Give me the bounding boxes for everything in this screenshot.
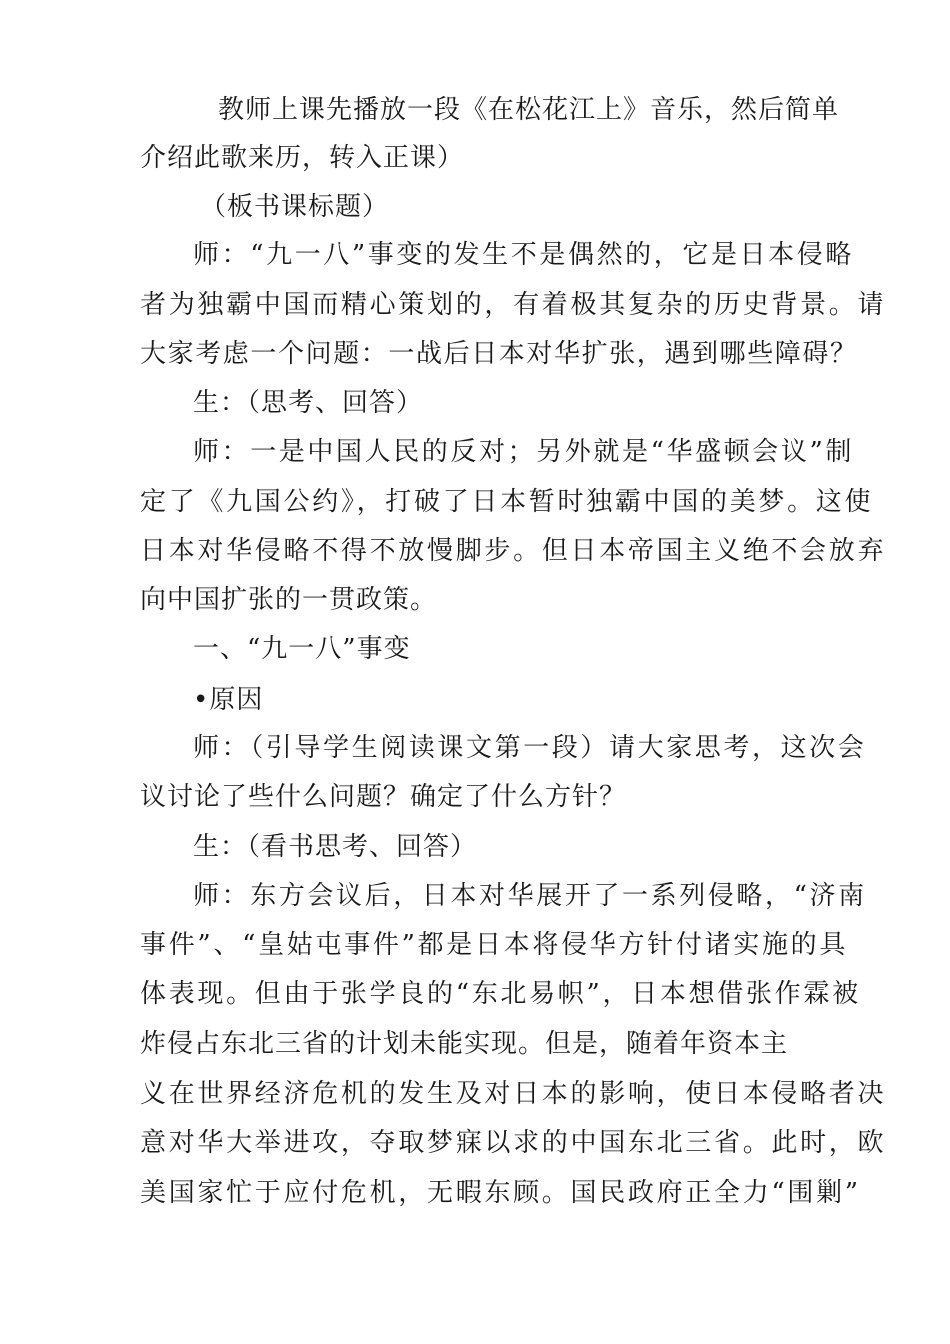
text-line: （板书课标题）: [200, 192, 390, 222]
text-line: 生：（思考、回答）: [193, 388, 424, 418]
text-line: 生：（看书思考、回答）: [193, 832, 478, 862]
text-line: 师：一是中国人民的反对；另外就是“华盛顿会议”制: [193, 437, 854, 467]
text-line: 定了《九国公约》，打破了日本暂时独霸中国的美梦。这使: [140, 487, 874, 517]
bullet-item: •原因: [193, 685, 264, 715]
text-line: 日本对华侵略不得不放慢脚步。但日本帝国主义绝不会放弃: [140, 536, 887, 566]
text-line: 体表现。但由于张学良的“东北易帜”，日本想借张作霖被: [140, 979, 861, 1009]
text-line: 教师上课先播放一段《在松花江上》音乐，然后简单: [218, 95, 840, 125]
text-line: 师：东方会议后，日本对华展开了一系列侵略，“济南: [193, 881, 867, 911]
text-line: 者为独霸中国而精心策划的，有着极其复杂的历史背景。请: [140, 290, 887, 320]
text-line: 炸侵占东北三省的计划未能实现。但是，随着年资本主: [140, 1029, 789, 1059]
text-line: 大家考虑一个问题：一战后日本对华扩张，遇到哪些障碍？: [140, 339, 858, 369]
text-line: 向中国扩张的一贯政策。: [140, 585, 438, 615]
text-line: 介绍此歌来历，转入正课）: [140, 143, 465, 173]
text-line: 事件”、“皇姑屯事件”都是日本将侵华方针付诸实施的具: [140, 930, 849, 960]
text-line: 议讨论了些什么问题？确定了什么方针？: [140, 782, 627, 812]
text-line: 美国家忙于应付危机，无暇东顾。国民政府正全力“围剿”: [140, 1178, 861, 1208]
text-line: 意对华大举进攻，夺取梦寐以求的中国东北三省。此时，欧: [140, 1128, 887, 1158]
section-heading: 一、“九一八”事变: [193, 634, 411, 664]
text-line: 师：“九一八”事变的发生不是偶然的，它是日本侵略: [193, 240, 854, 270]
text-line: 义在世界经济危机的发生及对日本的影响，使日本侵略者决: [140, 1079, 887, 1109]
text-line: 师：（引导学生阅读课文第一段）请大家思考，这次会: [193, 733, 867, 763]
